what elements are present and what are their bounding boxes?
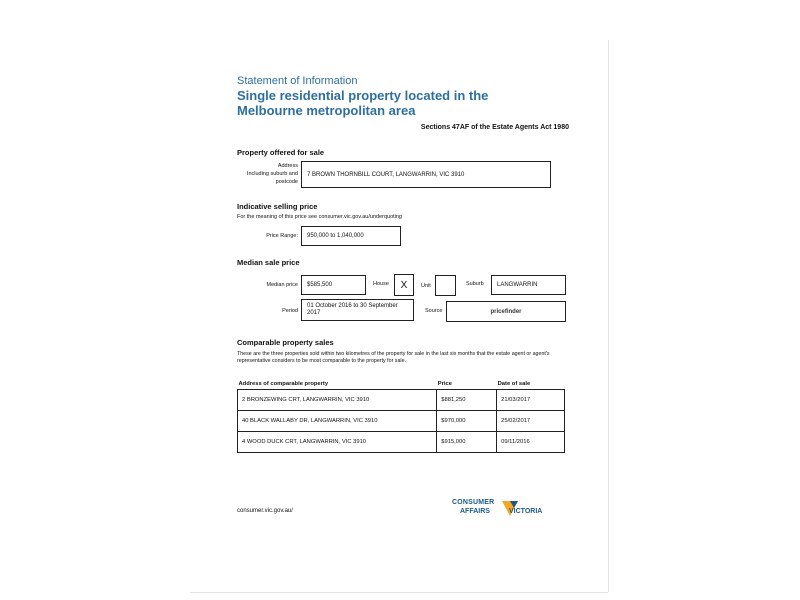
cell-address: 40 BLACK WALLABY DR, LANGWARRIN, VIC 3910: [238, 411, 437, 432]
cell-date: 21/03/2017: [497, 390, 565, 411]
unit-label: Unit: [421, 283, 431, 289]
logo-text-consumer: CONSUMER: [452, 499, 495, 506]
median-price-field[interactable]: $585,500: [301, 275, 366, 295]
cell-price: $915,000: [437, 432, 497, 453]
column-header-address: Address of comparable property: [238, 379, 437, 390]
address-label-line3: postcode: [275, 179, 298, 185]
document-subtitle: Statement of Information: [237, 75, 358, 87]
cell-price: $881,250: [437, 390, 497, 411]
price-range-label: Price Range:: [266, 233, 298, 239]
suburb-label: Suburb: [466, 281, 484, 287]
source-label: Source: [425, 308, 443, 314]
column-header-date: Date of sale: [497, 379, 565, 390]
unit-checkbox[interactable]: [435, 275, 456, 296]
house-checkbox[interactable]: X: [394, 274, 414, 296]
cell-address: 4 WOOD DUCK CRT, LANGWARRIN, VIC 3910: [238, 432, 437, 453]
comparable-note: These are the three properties sold within two kilometres of the property for sale in the last six months that the estate agent or agent's representative considers to be most comparable to the property for sale.: [237, 351, 550, 364]
document-title: Single residential property located in the Melbourne metropolitan area: [237, 88, 489, 118]
table-header-row: [238, 379, 565, 390]
comparable-heading: Comparable property sales: [237, 338, 334, 347]
pricefinder-logo: pricefinder: [490, 308, 522, 315]
act-reference: Sections 47AF of the Estate Agents Act 1980: [420, 124, 569, 131]
property-offered-heading: Property offered for sale: [237, 148, 325, 157]
suburb-field[interactable]: LANGWARRIN: [491, 275, 566, 295]
address-label: [230, 162, 298, 186]
indicative-price-heading: Indicative selling price: [237, 202, 318, 211]
table-row: [238, 432, 565, 453]
price-range-field[interactable]: 950,000 to 1,040,000: [301, 226, 401, 246]
median-price-heading: Median sale price: [237, 258, 300, 267]
page-edge-bottom: [190, 592, 608, 593]
indicative-price-note: For the meaning of this price see consumer.vic.gov.au/underquoting: [237, 214, 402, 220]
cell-date: 25/02/2017: [497, 411, 565, 432]
table-row: [238, 390, 565, 411]
comparable-table: [237, 379, 565, 453]
median-price-label: Median price: [266, 282, 298, 288]
column-header-price: Price: [437, 379, 497, 390]
consumer-affairs-victoria-logo: [452, 497, 562, 522]
logo-text-victoria: VICTORIA: [509, 508, 543, 515]
cell-price: $970,000: [437, 411, 497, 432]
house-label: House: [373, 281, 389, 287]
address-field[interactable]: 7 BROWN THORNBILL COURT, LANGWARRIN, VIC 3910: [301, 161, 551, 188]
address-label-line1: Address: [277, 163, 298, 169]
address-label-line2: Including suburb and: [246, 171, 298, 177]
table-row: [238, 411, 565, 432]
cell-address: 2 BRONZEWING CRT, LANGWARRIN, VIC 3910: [238, 390, 437, 411]
footer-url[interactable]: consumer.vic.gov.au/: [237, 508, 293, 514]
cell-date: 09/11/2016: [497, 432, 565, 453]
logo-text-affairs: AFFAIRS: [460, 508, 490, 515]
period-label: Period: [282, 308, 298, 314]
source-field[interactable]: [446, 301, 566, 322]
period-field[interactable]: 01 October 2016 to 30 September 2017: [301, 299, 414, 321]
page-edge-right: [608, 40, 609, 592]
